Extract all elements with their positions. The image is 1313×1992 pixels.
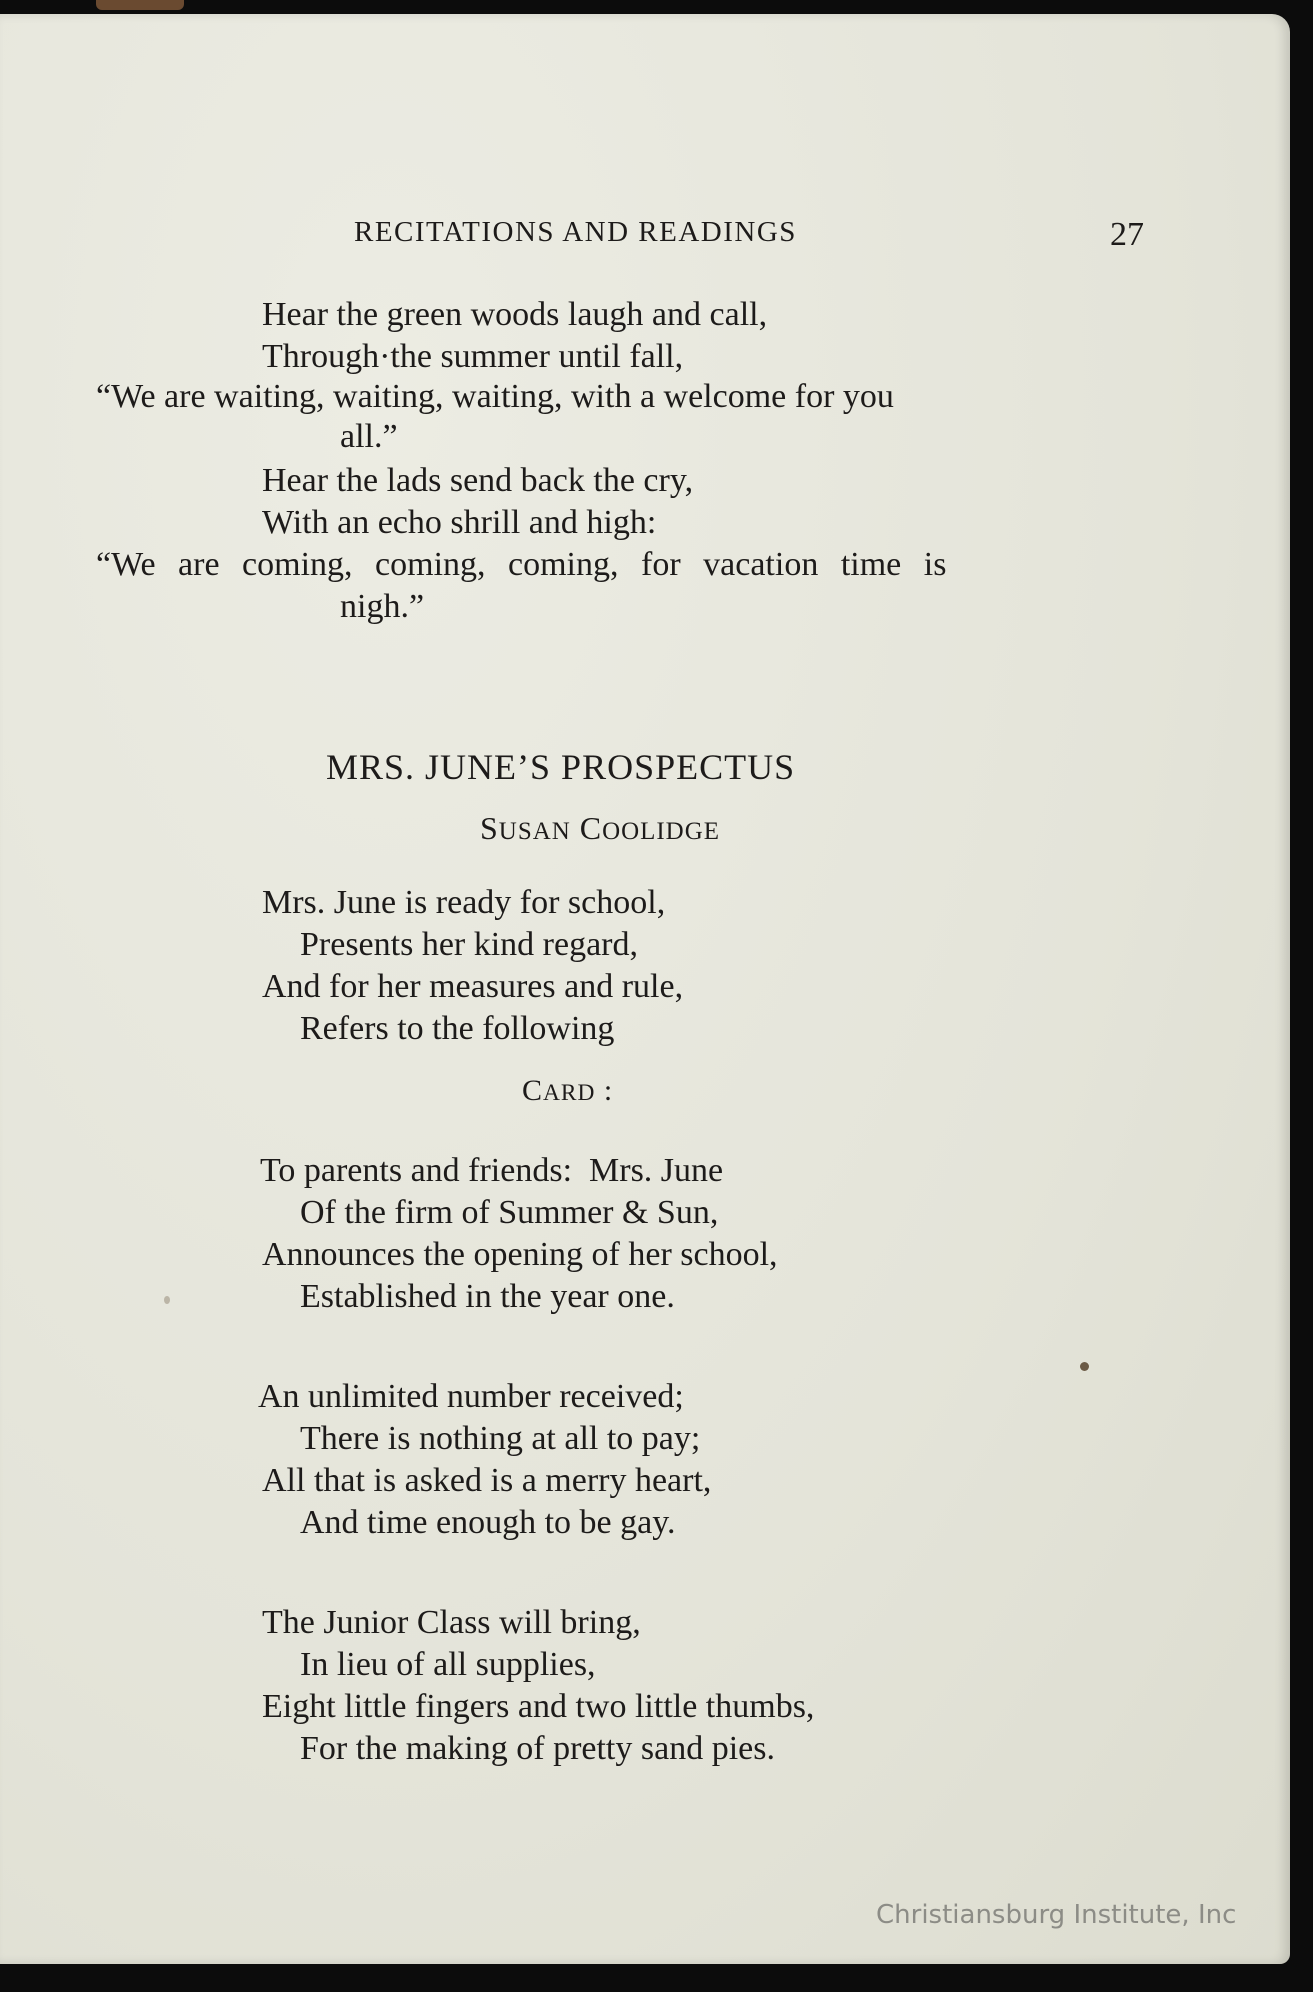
poem-line: Hear the lads send back the cry, xyxy=(262,462,694,499)
poem-line: Refers to the following xyxy=(300,1010,615,1047)
poem-line: nigh.” xyxy=(340,588,425,625)
poem-line: Of the firm of Summer & Sun, xyxy=(300,1194,719,1231)
poem-line: In lieu of all supplies, xyxy=(300,1646,596,1683)
page-number: 27 xyxy=(1110,216,1144,253)
paper-speck xyxy=(1080,1362,1089,1371)
poem-line: Announces the opening of her school, xyxy=(262,1236,778,1273)
card-heading: CARD : xyxy=(522,1074,614,1107)
poem-line: For the making of pretty sand pies. xyxy=(300,1730,775,1767)
poem-line: All that is asked is a merry heart, xyxy=(262,1462,712,1499)
poem-title: MRS. JUNE’S PROSPECTUS xyxy=(326,747,796,787)
poem-line: With an echo shrill and high: xyxy=(262,504,657,541)
poem-line: “We are waiting, waiting, waiting, with a welcome for you xyxy=(96,378,894,415)
book-page xyxy=(0,14,1290,1964)
watermark: Christiansburg Institute, Inc xyxy=(876,1900,1237,1930)
poem-line: Mrs. June is ready for school, xyxy=(262,884,666,921)
binding-thread xyxy=(96,0,184,10)
running-head: RECITATIONS AND READINGS xyxy=(354,216,797,248)
paper-speck xyxy=(164,1296,170,1304)
poem-line: all.” xyxy=(340,418,398,455)
poem-line: Eight little fingers and two little thumbs, xyxy=(262,1688,815,1725)
poem-line: An unlimited number received; xyxy=(258,1378,684,1415)
poem-line: The Junior Class will bring, xyxy=(262,1604,641,1641)
poem-line: Hear the green woods laugh and call, xyxy=(262,296,768,333)
poem-line: Through·the summer until fall, xyxy=(262,338,684,375)
poem-line: Presents her kind regard, xyxy=(300,926,639,963)
poem-line: There is nothing at all to pay; xyxy=(300,1420,701,1457)
poem-line: To parents and friends: Mrs. June xyxy=(260,1152,724,1189)
poem-line: Established in the year one. xyxy=(300,1278,675,1315)
poem-line: And time enough to be gay. xyxy=(300,1504,676,1541)
poem-line: “We are coming, coming, coming, for vacation time is xyxy=(96,546,947,583)
poem-author: SUSAN COOLIDGE xyxy=(480,810,720,846)
poem-line: And for her measures and rule, xyxy=(262,968,684,1005)
